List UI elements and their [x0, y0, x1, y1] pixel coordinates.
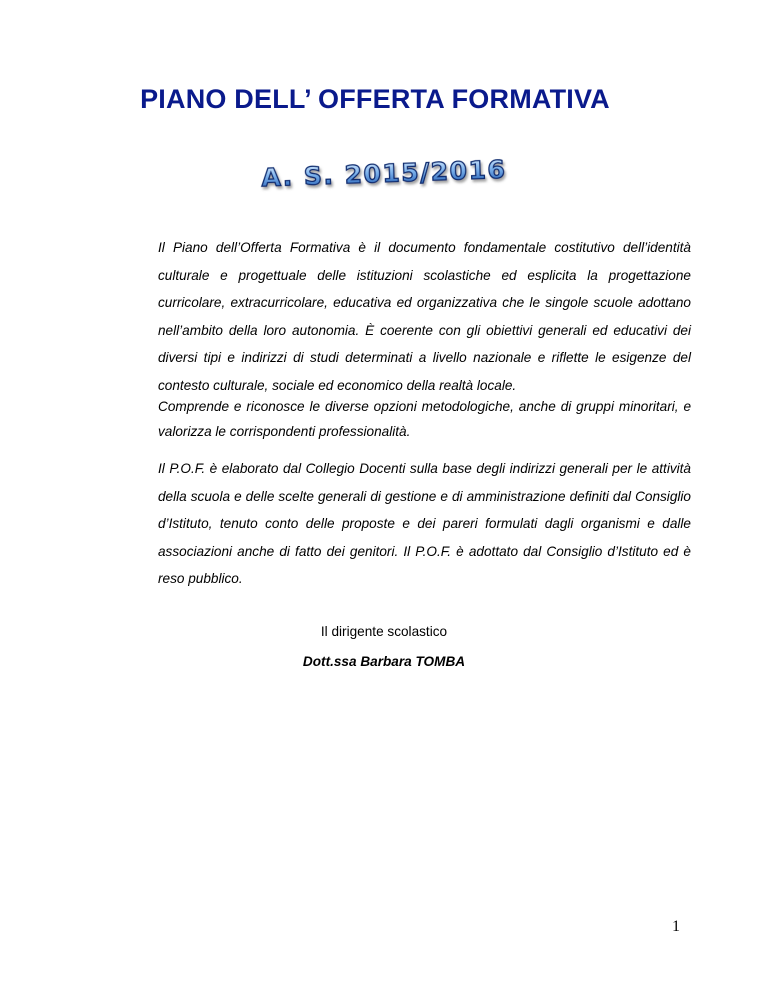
school-year-graphic [234, 148, 534, 208]
school-year-wordart [0, 148, 768, 208]
methodology-paragraph: Comprende e riconosce le diverse opzioni metodologiche, anche di gruppi minoritari, e valorizza le corrispondenti professionalità. [158, 399, 691, 439]
signature-role: Il dirigente scolastico [320, 624, 448, 639]
document-title: PIANO DELL’ OFFERTA FORMATIVA [140, 84, 610, 114]
intro-paragraph: Il Piano dell’Offerta Formativa è il documento fondamentale costitutivo dell’identità culturale e progettuale delle istituzioni scolastiche ed esplicita la progettazione curricolare, extracurricolare, educativa ed organizzativa che le singole scuole adottano nell’ambito della loro autonomia. È coerente con gli obiettivi generali ed educativi dei diversi tipi e indirizzi di studi determinati a livello nazionale e riflette le esigenze del contesto culturale, sociale ed economico della realtà locale. [158, 240, 691, 393]
signature-name: Dott.ssa Barbara TOMBA [302, 654, 466, 669]
page-number: 1 [672, 918, 680, 935]
pof-adoption-paragraph: Il P.O.F. è elaborato dal Collegio Docenti sulla base degli indirizzi generali per le attività della scuola e delle scelte generali di gestione e di amministrazione definiti dal Consiglio d’Istituto, tenuto conto delle proposte e dei pareri formulati dagli organismi e dalle associazioni anche di fatto dei genitori. Il P.O.F. è adottato dal Consiglio d’Istituto ed è reso pubblico. [158, 461, 691, 586]
school-year-text: A. S. 2015/2016 [260, 154, 507, 193]
